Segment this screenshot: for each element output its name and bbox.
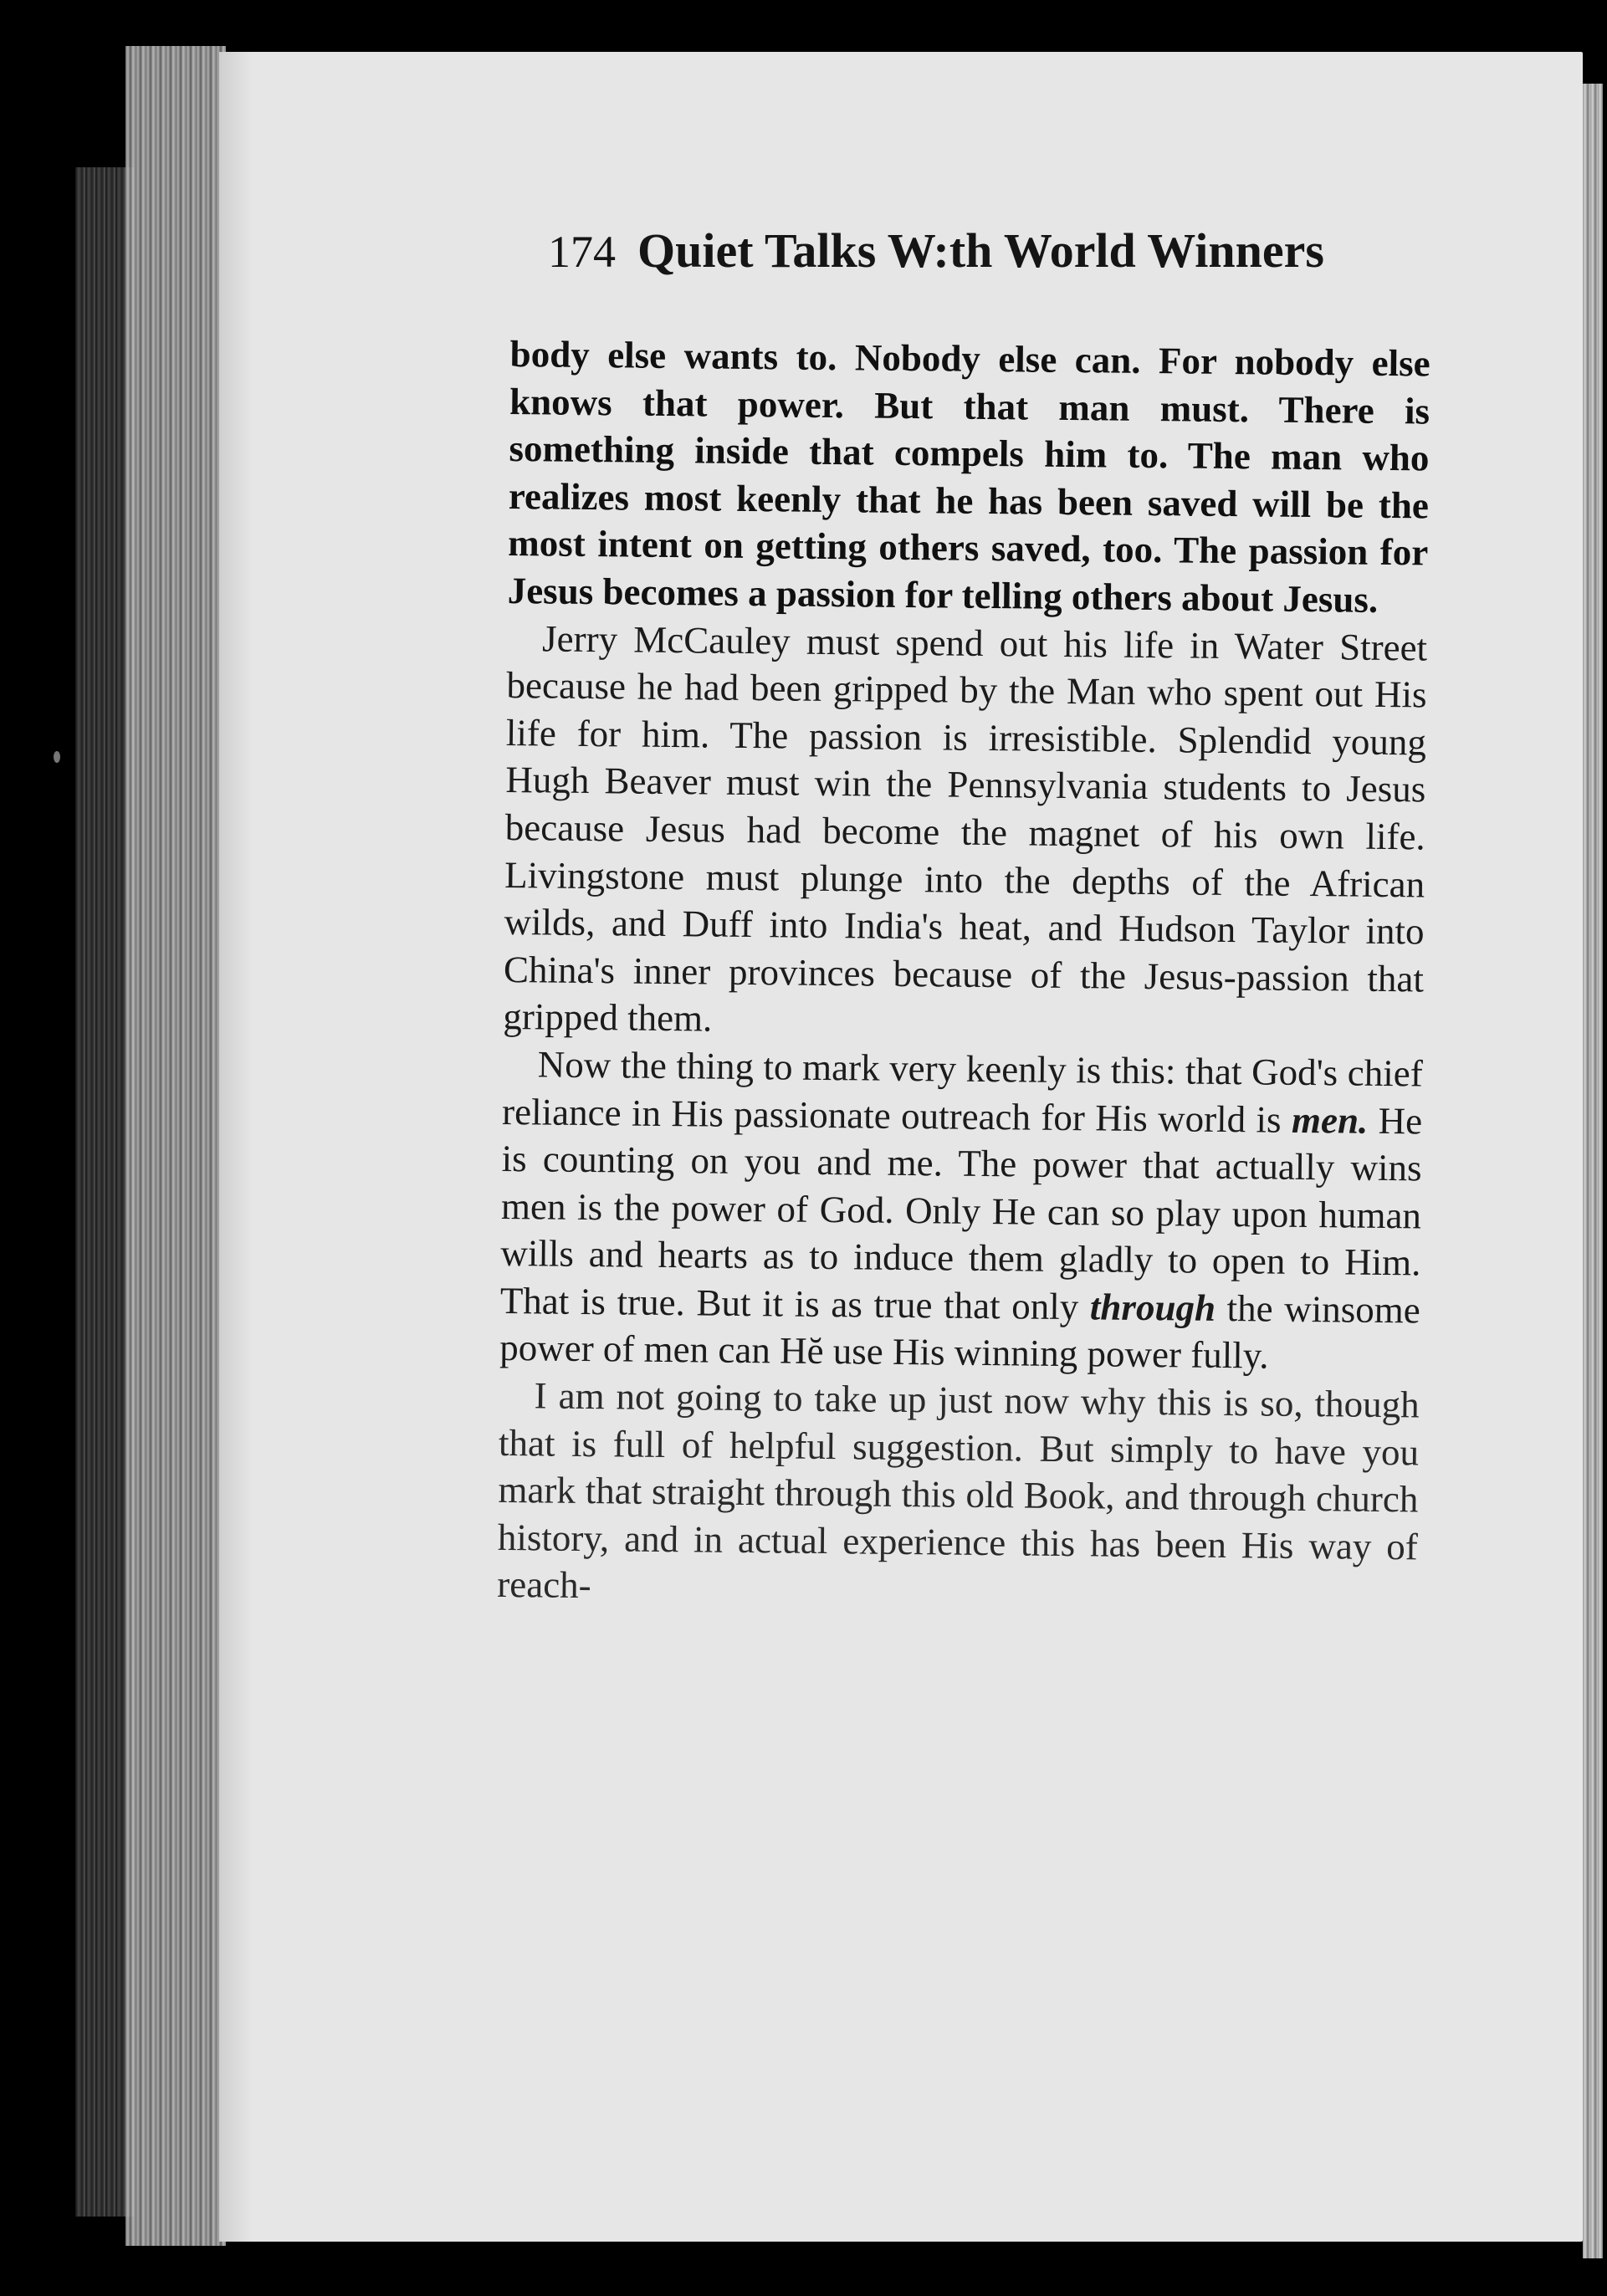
paragraph-text: Jerry McCauley must spend out his life in Water Street because he had been gripped by the Man who spent out His life for him. The passion is irresistible. Splendid young Hugh Beaver must win the Pennsylvania students to Jesus because Jesus had become the magnet of his own life. Livingstone must plunge into the depths of the African wilds, and Duff into India's heat, and Hudson Taylor into China's inner provinces because of the Jesus-passion that gripped them. xyxy=(503,616,1428,1040)
paragraph-text: the winsome power of men can Hĕ use His winning power fully. xyxy=(499,1286,1421,1378)
emphasis-through: through xyxy=(1089,1286,1216,1329)
body-text xyxy=(497,330,1430,1618)
paragraph xyxy=(503,615,1427,1051)
paragraph-text: body else wants to. Nobody else can. For nobody else knows that power. But that man must. There is something inside that compels him to. The man who realizes most keenly that he has been saved will be the most intent on getting others saved, too. The passion for Jesus becomes a passion for telling others about Jesus. xyxy=(507,332,1430,621)
paragraph-text: I am not going to take up just now why this is so, though that is full of helpful suggestion. But simply to have you mark that straight through this old Book, and through church history, and in actual experience this has been His way of reach- xyxy=(497,1374,1420,1607)
paragraph-text: He is counting on you and me. The power that actually wins men is the power of God. Only He can so play upon human wills and hearts as to induce them gladly to open to Him. That is true. But it is as true that only xyxy=(499,1099,1423,1328)
running-head xyxy=(548,224,1426,278)
paragraph xyxy=(507,330,1430,624)
scan-speck xyxy=(54,751,60,763)
paragraph xyxy=(499,1041,1423,1382)
page-gutter-shadow xyxy=(219,52,253,2242)
paragraph-text: Now the thing to mark very keenly is this: that God's chief reliance in His passionate outreach for His world is xyxy=(501,1043,1424,1141)
page-edges-right xyxy=(1583,84,1603,2258)
paragraph xyxy=(497,1372,1420,1618)
running-title: Quiet Talks W:th World Winners xyxy=(637,223,1324,278)
page-edges-left xyxy=(125,46,226,2246)
emphasis-men: men. xyxy=(1291,1098,1369,1142)
page-number: 174 xyxy=(548,227,616,277)
